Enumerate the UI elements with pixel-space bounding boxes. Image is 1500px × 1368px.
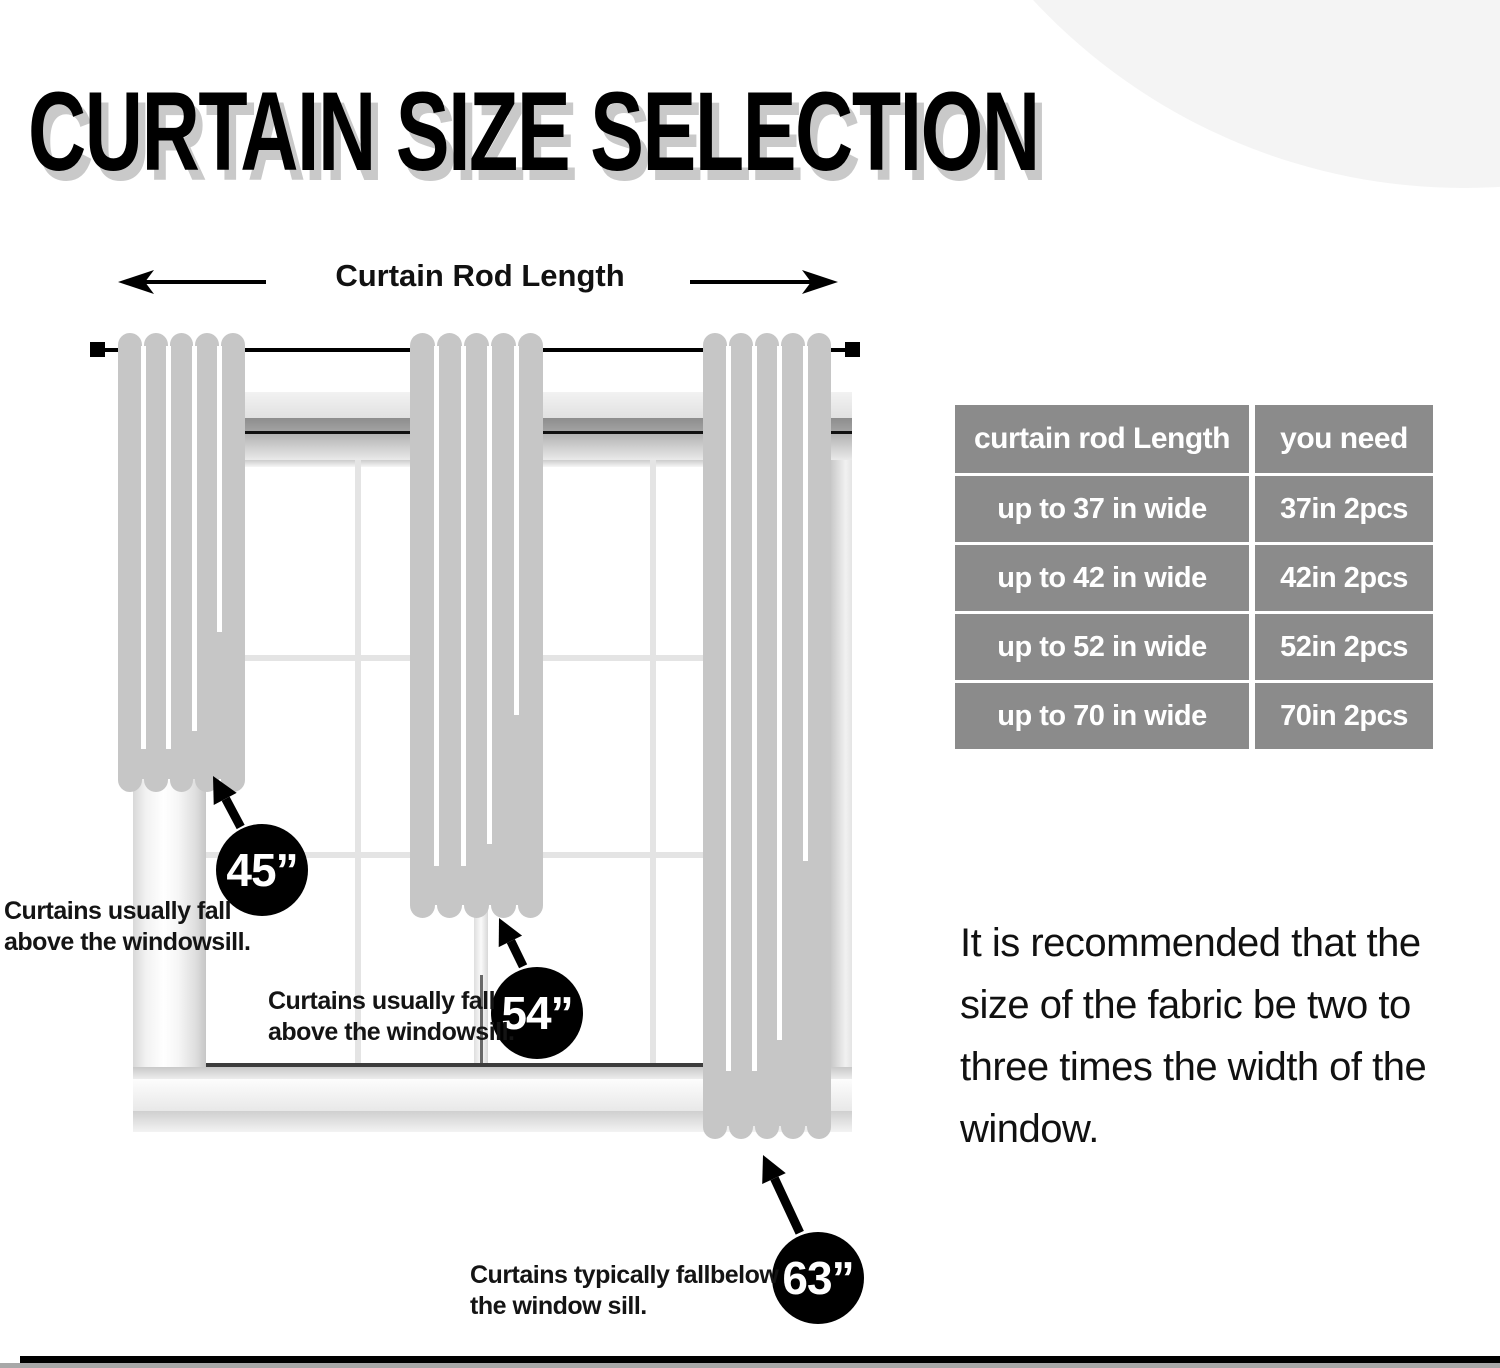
right-arrow-icon xyxy=(688,268,838,296)
size-table xyxy=(955,405,1433,749)
rod-length-label: Curtain Rod Length xyxy=(335,258,625,293)
table-header-rod-length: curtain rod Length xyxy=(955,405,1249,473)
table-cell: up to 37 in wide xyxy=(955,476,1249,542)
curtain-panel-63 xyxy=(703,333,831,1139)
bottom-divider-shadow xyxy=(0,1363,1500,1368)
note-45: Curtains usually fall above the windowsill. xyxy=(4,897,251,956)
curtain-panel-45 xyxy=(118,333,245,792)
rod-finial-right xyxy=(845,342,860,357)
curtain-panel-54 xyxy=(410,333,543,918)
page-title: CURTAIN SIZE SELECTION xyxy=(28,69,1039,194)
table-cell: 37in 2pcs xyxy=(1255,476,1433,542)
size-badge-54: 54” xyxy=(491,967,583,1059)
table-cell: 42in 2pcs xyxy=(1255,545,1433,611)
window-grid-vertical xyxy=(355,460,361,1066)
recommendation-text: It is recommended that the size of the fabric be two to three times the width of the window. xyxy=(960,921,1427,1151)
table-cell: 70in 2pcs xyxy=(1255,683,1433,749)
table-cell: up to 70 in wide xyxy=(955,683,1249,749)
table-cell: up to 42 in wide xyxy=(955,545,1249,611)
table-header-you-need: you need xyxy=(1255,405,1433,473)
window-grid-vertical xyxy=(650,460,656,1066)
note-54: Curtains usually fall above the windowsill. xyxy=(268,987,515,1046)
size-badge-45: 45” xyxy=(216,824,308,916)
pointer-arrow-63 xyxy=(751,1150,811,1239)
bottom-divider-line xyxy=(20,1356,1500,1363)
note-63: Curtains typically fallbelow the window sill. xyxy=(470,1261,779,1320)
size-badge-63: 63” xyxy=(772,1232,864,1324)
table-cell: up to 52 in wide xyxy=(955,614,1249,680)
window-right-frame xyxy=(831,392,852,1132)
rod-finial-left xyxy=(90,342,105,357)
table-cell: 52in 2pcs xyxy=(1255,614,1433,680)
left-arrow-icon xyxy=(118,268,268,296)
